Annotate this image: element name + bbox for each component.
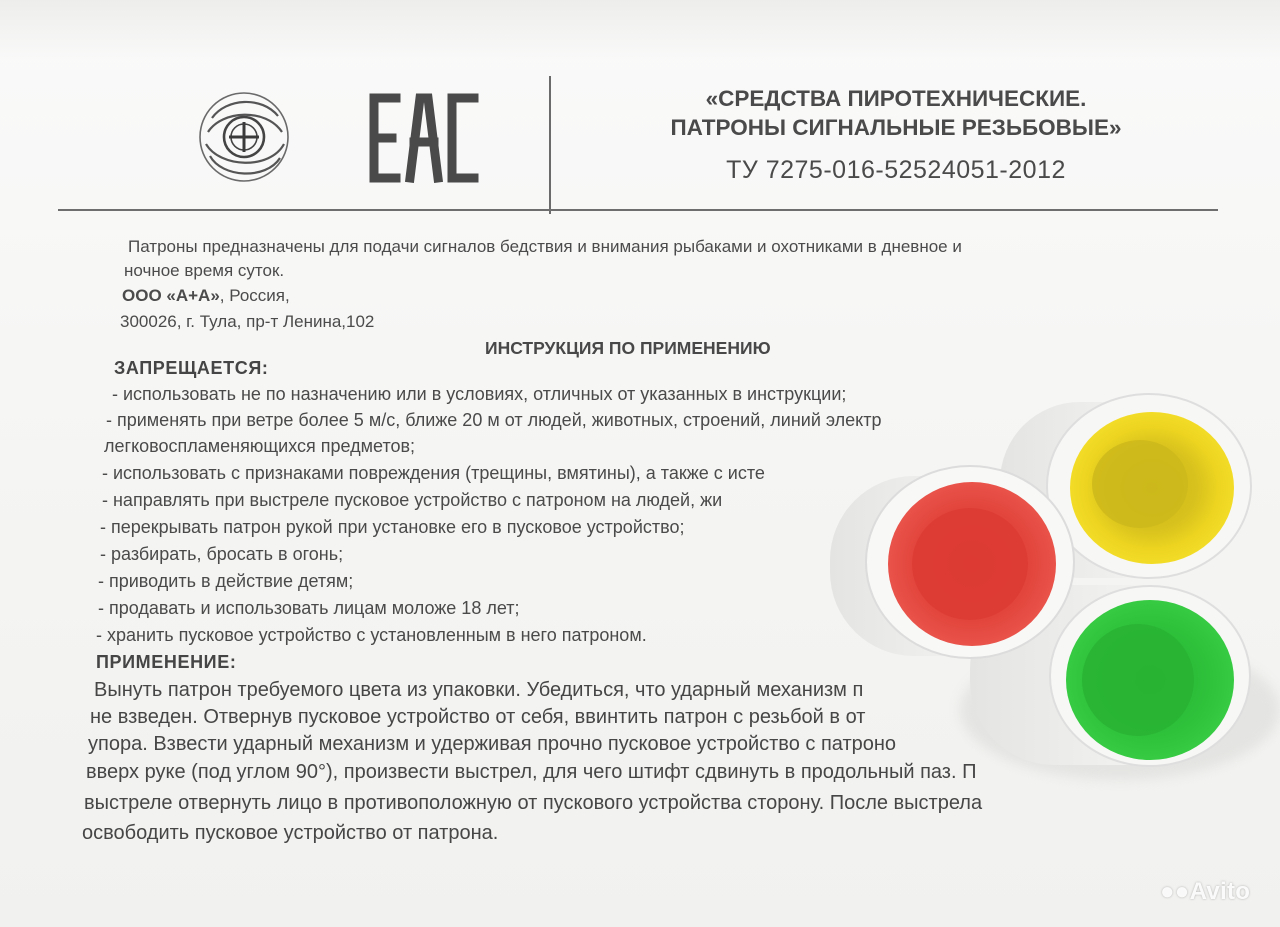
prohibited-item: - направлять при выстреле пусковое устройство с патроном на людей, жи [102,490,723,510]
avito-watermark-text: Avito [1189,878,1251,905]
application-line: вверх руке (под углом 90°), произвести выстрел, для чего штифт сдвинуть в продольный паз. П [86,761,977,783]
prohibited-item: - использовать с признаками повреждения (трещины, вмятины), а также с исте [102,463,765,483]
application-line: упора. Взвести ударный механизм и удерживая прочно пусковое устройство с патроно [88,733,897,755]
prohibited-item: - хранить пусковое устройство с установленным в него патроном. [96,625,647,645]
avito-watermark [1160,878,1250,906]
prohibited-title: ЗАПРЕЩАЕТСЯ: [114,358,269,378]
prohibited-item: - применять при ветре более 5 м/с, ближе 20 м от людей, животных, строений, линий электр [106,410,882,430]
prohibited-item: легковоспламеняющихся предметов; [104,436,416,456]
product-title-line-2: ПАТРОНЫ СИГНАЛЬНЫЕ РЕЗЬБОВЫЕ» [670,115,1122,140]
red-cartridge [830,466,1074,658]
manufacturer-logo-icon [192,88,296,186]
application-line: Вынуть патрон требуемого цвета из упаковки. Убедиться, что ударный механизм п [94,679,864,701]
sheet-shadow [0,0,1280,60]
application-line: выстреле отвернуть лицо в противоположную от пускового устройства сторону. После выстрела [84,792,983,814]
intro-line-2: ночное время суток. [124,261,285,280]
product-title [596,84,1196,142]
prohibited-item: - приводить в действие детям; [98,571,354,591]
company-country: , Россия, [219,286,290,305]
header-divider-horizontal [58,209,1218,211]
prohibited-item: - продавать и использовать лицам моложе 18 лет; [98,598,520,618]
prohibited-item: - использовать не по назначению или в условиях, отличных от указанных в инструкции; [112,384,847,404]
company-line [122,286,290,306]
company-name: ООО «А+А» [122,286,220,305]
cartridge-caps [820,380,1280,800]
application-line: не взведен. Отвернув пусковое устройство от себя, ввинтить патрон с резьбой в от [90,706,866,728]
intro-line-1: Патроны предназначены для подачи сигналов бедствия и внимания рыбаками и охотниками в дневное и [128,237,962,256]
spec-code: ТУ 7275-016-52524051-2012 [726,156,1066,184]
application-line: освободить пусковое устройство от патрона. [82,822,499,844]
company-address: 300026, г. Тула, пр-т Ленина,102 [120,312,375,331]
instructions-title: ИНСТРУКЦИЯ ПО ПРИМЕНЕНИЮ [485,338,771,358]
product-title-line-1: «СРЕДСТВА ПИРОТЕХНИЧЕСКИЕ. [705,86,1087,111]
avito-logo-icon: ●● [1160,878,1190,905]
header-divider-vertical [549,76,551,214]
application-title: ПРИМЕНЕНИЕ: [96,652,237,672]
eac-mark-icon [368,92,480,184]
prohibited-item: - разбирать, бросать в огонь; [100,544,344,564]
prohibited-item: - перекрывать патрон рукой при установке его в пусковое устройство; [100,517,685,537]
